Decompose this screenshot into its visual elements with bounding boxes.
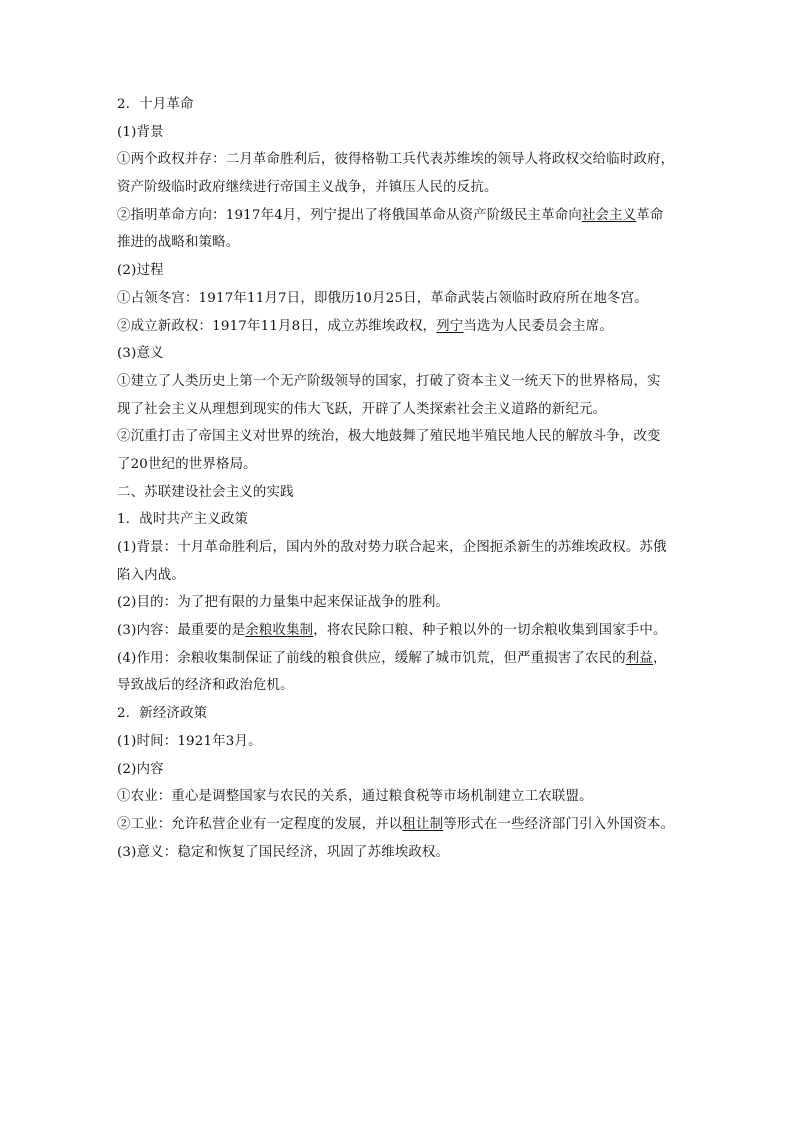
paragraph-line: (1)背景：十月革命胜利后，国内外的敌对势力联合起来，企图扼杀新生的苏维埃政权。苏俄 — [117, 540, 667, 555]
underlined-term: 社会主义 — [581, 207, 637, 223]
section-heading: 1．战时共产主义政策 — [117, 512, 249, 528]
underlined-term: 列宁 — [436, 318, 464, 334]
paragraph-line: ①农业：重心是调整国家与农民的关系，通过粮食税等市场机制建立工农联盟。 — [117, 789, 593, 805]
text-run: ②指明革命方向：1917年4月，列宁提出了将俄国革命从资产阶级民主革命向 — [117, 207, 582, 223]
subheading: (1)背景 — [117, 124, 164, 140]
paragraph-line — [117, 811, 681, 839]
section-heading: 2．新经济政策 — [117, 706, 208, 722]
text-run: ②成立新政权：1917年11月8日，成立苏维埃政权， — [117, 318, 437, 334]
subheading: (2)过程 — [117, 263, 164, 279]
underlined-term: 利益 — [625, 650, 654, 666]
underlined-term: 余粮收集制 — [245, 623, 314, 639]
document-body — [117, 91, 681, 866]
text-run: 革命 — [636, 207, 664, 223]
paragraph-line: 导致战后的经济和政治危机。 — [117, 678, 294, 694]
text-run: 当选为人民委员会主席。 — [463, 318, 613, 334]
paragraph-line: ①两个政权并存：二月革命胜利后，彼得格勒工兵代表苏维埃的领导人将政权交给临时政府， — [117, 152, 675, 168]
paragraph-line — [117, 645, 681, 673]
text-run: ②工业：允许私营企业有一定程度的发展，并以 — [117, 816, 403, 832]
section-heading: 二、苏联建设社会主义的实践 — [117, 484, 294, 500]
subheading: (2)内容 — [117, 761, 164, 777]
section-heading: 2．十月革命 — [117, 97, 194, 112]
subheading: (3)意义 — [117, 346, 164, 362]
paragraph-line: (3)意义：稳定和恢复了国民经济，巩固了苏维埃政权。 — [117, 844, 450, 860]
paragraph-line: ①占领冬宫：1917年11月7日，即俄历10月25日，革命武装占领临时政府所在地冬宫。 — [117, 290, 648, 306]
underlined-term: 租让制 — [402, 816, 444, 832]
text-run: (4)作用：余粮收集制保证了前线的粮食供应，缓解了城市饥荒，但严重损害了农民的 — [117, 650, 626, 666]
paragraph-line: (1)时间：1921年3月。 — [117, 733, 262, 749]
text-run: (3)内容：最重要的是 — [117, 623, 246, 639]
paragraph-line — [117, 202, 681, 230]
paragraph-line: 陷入内战。 — [117, 567, 185, 583]
paragraph-line — [117, 617, 681, 645]
paragraph-line — [117, 313, 681, 341]
paragraph-line: ②沉重打击了帝国主义对世界的统治，极大地鼓舞了殖民地半殖民地人民的解放斗争，改变 — [117, 429, 661, 445]
text-run: ，将农民除口粮、种子粮以外的一切余粮收集到国家手中。 — [313, 623, 667, 639]
paragraph-line: 了20世纪的世界格局。 — [117, 456, 257, 472]
paragraph-line: ①建立了人类历史上第一个无产阶级领导的国家，打破了资本主义一统天下的世界格局，实 — [117, 373, 661, 389]
paragraph-line: 资产阶级临时政府继续进行帝国主义战争，并镇压人民的反抗。 — [117, 180, 498, 196]
paragraph-line: (2)目的：为了把有限的力量集中起来保证战争的胜利。 — [117, 595, 450, 611]
text-run: 等形式在一些经济部门引入外国资本。 — [443, 816, 675, 832]
paragraph-line: 推进的战略和策略。 — [117, 235, 240, 251]
text-run: ， — [653, 650, 667, 666]
paragraph-line: 现了社会主义从理想到现实的伟大飞跃，开辟了人类探索社会主义道路的新纪元。 — [117, 401, 607, 417]
